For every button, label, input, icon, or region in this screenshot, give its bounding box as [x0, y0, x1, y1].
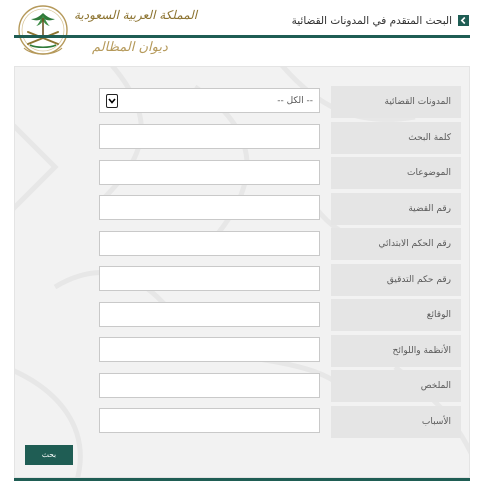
label-case-number: رقم القضية: [331, 193, 461, 225]
label-facts: الوقائع: [331, 299, 461, 331]
chevron-left-icon: [458, 15, 469, 26]
page-title: البحث المتقدم في المدونات القضائية: [291, 15, 452, 27]
reasons-input[interactable]: [99, 408, 320, 433]
audit-ruling-number-input[interactable]: [99, 266, 320, 291]
search-button[interactable]: بحث: [25, 445, 73, 465]
label-summary: الملخص: [331, 370, 461, 402]
judicial-codes-select[interactable]: [99, 88, 320, 113]
saudi-emblem-icon: [16, 4, 70, 60]
initial-ruling-number-input[interactable]: [99, 231, 320, 256]
label-audit-ruling-number: رقم حكم التدقيق: [331, 264, 461, 296]
facts-input[interactable]: [99, 302, 320, 327]
page-header: [0, 0, 480, 62]
topics-input[interactable]: [99, 160, 320, 185]
label-initial-ruling-number: رقم الحكم الابتدائي: [331, 228, 461, 260]
label-regulations: الأنظمة واللوائح: [331, 335, 461, 367]
logo-text-kingdom: المملكة العربية السعودية: [74, 8, 198, 22]
label-topics: الموضوعات: [331, 157, 461, 189]
summary-input[interactable]: [99, 373, 320, 398]
footer-divider: [14, 478, 470, 481]
logo-text-diwan: ديوان المظالم: [92, 40, 168, 55]
search-keyword-input[interactable]: [99, 124, 320, 149]
label-search-keyword: كلمة البحث: [331, 122, 461, 154]
regulations-input[interactable]: [99, 337, 320, 362]
label-reasons: الأسباب: [331, 406, 461, 438]
search-form-panel: [14, 66, 470, 478]
case-number-input[interactable]: [99, 195, 320, 220]
chevron-down-icon[interactable]: [106, 94, 118, 108]
judicial-codes-selected: -- الكل --: [277, 95, 313, 106]
header-divider: [14, 35, 470, 38]
label-judicial-codes: المدونات القضائية: [331, 86, 461, 118]
